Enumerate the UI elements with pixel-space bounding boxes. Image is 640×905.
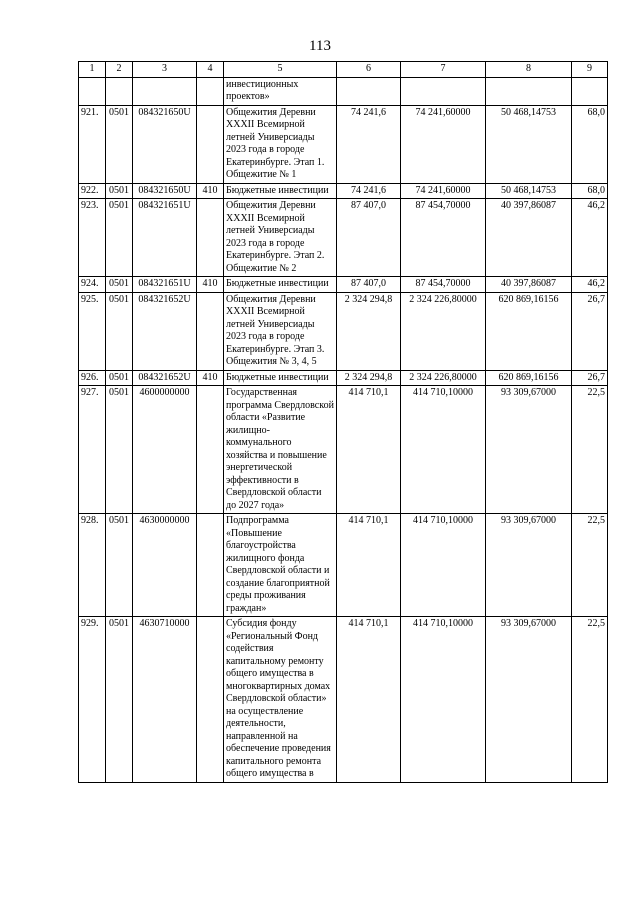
table-row — [79, 105, 608, 183]
plan-amount: 2 324 294,8 — [337, 292, 401, 370]
row-number: 923. — [79, 199, 106, 277]
item-name: Общежития Деревни XXXII Всемирной летней Универсиады 2023 года в городе Екатеринбурге. Этап 1. Общежитие № 1 — [224, 105, 337, 183]
section-code: 0501 — [106, 183, 133, 199]
specified-amount: 87 454,70000 — [401, 277, 486, 293]
section-code: 0501 — [106, 386, 133, 514]
plan-amount: 87 407,0 — [337, 277, 401, 293]
target-code: 084321652U — [133, 370, 197, 386]
column-header: 5 — [224, 62, 337, 78]
section-code — [106, 77, 133, 105]
execution-percent: 22,5 — [572, 386, 608, 514]
plan-amount: 2 324 294,8 — [337, 370, 401, 386]
executed-amount: 93 309,67000 — [486, 386, 572, 514]
expense-type — [197, 77, 224, 105]
execution-percent — [572, 77, 608, 105]
row-number: 924. — [79, 277, 106, 293]
row-number: 921. — [79, 105, 106, 183]
specified-amount: 414 710,10000 — [401, 514, 486, 617]
executed-amount: 50 468,14753 — [486, 105, 572, 183]
item-name: Общежития Деревни XXXII Всемирной летней Универсиады 2023 года в городе Екатеринбурге. Этап 3. Общежития № 3, 4, 5 — [224, 292, 337, 370]
table-row — [79, 183, 608, 199]
section-code: 0501 — [106, 292, 133, 370]
row-number: 926. — [79, 370, 106, 386]
execution-percent: 26,7 — [572, 292, 608, 370]
target-code: 084321650U — [133, 183, 197, 199]
target-code: 084321651U — [133, 199, 197, 277]
specified-amount — [401, 77, 486, 105]
table-row — [79, 77, 608, 105]
executed-amount: 620 869,16156 — [486, 370, 572, 386]
section-code: 0501 — [106, 199, 133, 277]
expense-type — [197, 292, 224, 370]
execution-percent: 26,7 — [572, 370, 608, 386]
target-code: 084321652U — [133, 292, 197, 370]
target-code: 4630000000 — [133, 514, 197, 617]
target-code: 084321650U — [133, 105, 197, 183]
budget-table — [78, 61, 608, 783]
execution-percent: 46,2 — [572, 277, 608, 293]
executed-amount: 93 309,67000 — [486, 514, 572, 617]
expense-type — [197, 386, 224, 514]
plan-amount: 74 241,6 — [337, 105, 401, 183]
executed-amount: 40 397,86087 — [486, 199, 572, 277]
specified-amount: 74 241,60000 — [401, 105, 486, 183]
table-row — [79, 514, 608, 617]
row-number: 922. — [79, 183, 106, 199]
column-header: 9 — [572, 62, 608, 78]
specified-amount: 414 710,10000 — [401, 386, 486, 514]
item-name: Субсидия фонду «Региональный Фонд содействия капитальному ремонту общего имущества в многоквартирных домах Свердловской области» на осуществление деятельности, направленной на обеспечение проведения капитального ремонта общего имущества в — [224, 617, 337, 783]
item-name: Общежития Деревни XXXII Всемирной летней Универсиады 2023 года в городе Екатеринбурге. Этап 2. Общежитие № 2 — [224, 199, 337, 277]
plan-amount: 414 710,1 — [337, 386, 401, 514]
target-code — [133, 77, 197, 105]
row-number: 927. — [79, 386, 106, 514]
execution-percent: 22,5 — [572, 617, 608, 783]
expense-type: 410 — [197, 277, 224, 293]
plan-amount — [337, 77, 401, 105]
target-code: 4630710000 — [133, 617, 197, 783]
section-code: 0501 — [106, 277, 133, 293]
table-row — [79, 386, 608, 514]
specified-amount: 2 324 226,80000 — [401, 370, 486, 386]
row-number: 929. — [79, 617, 106, 783]
specified-amount: 2 324 226,80000 — [401, 292, 486, 370]
column-header: 4 — [197, 62, 224, 78]
executed-amount: 620 869,16156 — [486, 292, 572, 370]
column-header: 2 — [106, 62, 133, 78]
expense-type: 410 — [197, 183, 224, 199]
specified-amount: 414 710,10000 — [401, 617, 486, 783]
column-header: 8 — [486, 62, 572, 78]
specified-amount: 74 241,60000 — [401, 183, 486, 199]
plan-amount: 74 241,6 — [337, 183, 401, 199]
executed-amount — [486, 77, 572, 105]
page-number: 113 — [309, 38, 331, 54]
row-number: 928. — [79, 514, 106, 617]
execution-percent: 22,5 — [572, 514, 608, 617]
table-header-row — [79, 62, 608, 78]
column-header: 1 — [79, 62, 106, 78]
row-number: 925. — [79, 292, 106, 370]
item-name: Подпрограмма «Повышение благоустройства жилищного фонда Свердловской области и создание благоприятной среды проживания граждан» — [224, 514, 337, 617]
section-code: 0501 — [106, 514, 133, 617]
target-code: 4600000000 — [133, 386, 197, 514]
table-row — [79, 292, 608, 370]
expense-type — [197, 617, 224, 783]
executed-amount: 93 309,67000 — [486, 617, 572, 783]
expense-type: 410 — [197, 370, 224, 386]
execution-percent: 68,0 — [572, 105, 608, 183]
table-row — [79, 277, 608, 293]
item-name: Бюджетные инвестиции — [224, 183, 337, 199]
plan-amount: 414 710,1 — [337, 514, 401, 617]
table-row — [79, 199, 608, 277]
expense-type — [197, 105, 224, 183]
column-header: 3 — [133, 62, 197, 78]
executed-amount: 50 468,14753 — [486, 183, 572, 199]
column-header: 7 — [401, 62, 486, 78]
item-name: Бюджетные инвестиции — [224, 277, 337, 293]
plan-amount: 87 407,0 — [337, 199, 401, 277]
section-code: 0501 — [106, 617, 133, 783]
target-code: 084321651U — [133, 277, 197, 293]
item-name: инвестиционных проектов» — [224, 77, 337, 105]
item-name: Государственная программа Свердловской области «Развитие жилищно-коммунального хозяйства и повышение энергетической эффективности в Свердловской области до 2027 года» — [224, 386, 337, 514]
item-name: Бюджетные инвестиции — [224, 370, 337, 386]
table-row — [79, 370, 608, 386]
executed-amount: 40 397,86087 — [486, 277, 572, 293]
specified-amount: 87 454,70000 — [401, 199, 486, 277]
table-row — [79, 617, 608, 783]
column-header: 6 — [337, 62, 401, 78]
section-code: 0501 — [106, 105, 133, 183]
execution-percent: 68,0 — [572, 183, 608, 199]
execution-percent: 46,2 — [572, 199, 608, 277]
expense-type — [197, 514, 224, 617]
section-code: 0501 — [106, 370, 133, 386]
plan-amount: 414 710,1 — [337, 617, 401, 783]
expense-type — [197, 199, 224, 277]
row-number — [79, 77, 106, 105]
